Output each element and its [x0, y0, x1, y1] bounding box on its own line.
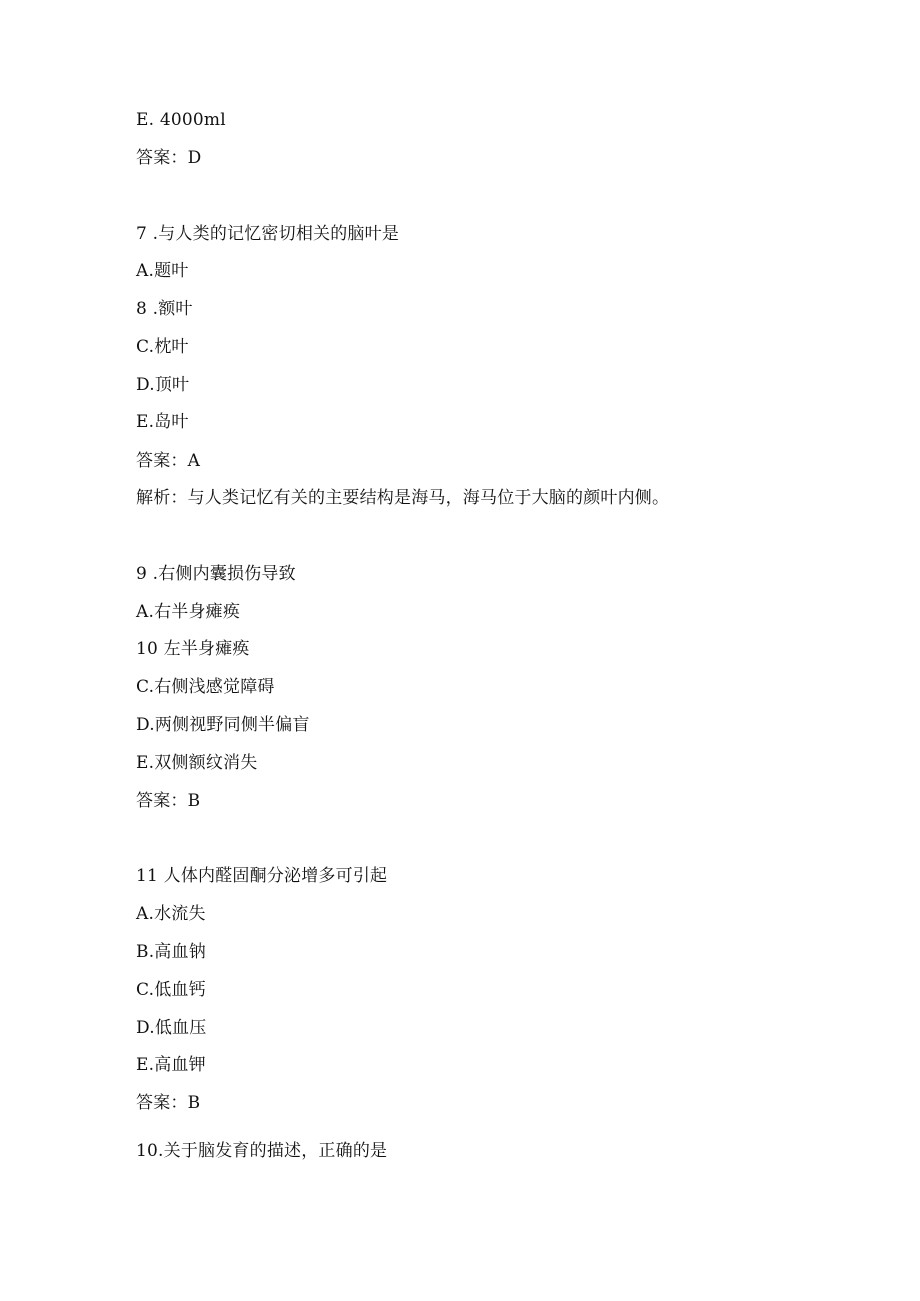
- question-7-option-e: E.岛叶: [136, 412, 189, 432]
- question-7-answer: 答案：A: [136, 451, 201, 471]
- question-7-option-c: C.枕叶: [136, 337, 189, 357]
- question-9-option-c: C.右侧浅感觉障碍: [136, 677, 275, 697]
- question-9-answer: 答案：B: [136, 791, 201, 811]
- question-10-stem: 10.关于脑发育的描述，正确的是: [136, 1141, 388, 1161]
- question-11-answer: 答案：B: [136, 1093, 201, 1113]
- question-9-option-b: 10 左半身瘫痪: [136, 639, 250, 659]
- question-9-stem: 9 .右侧内囊损伤导致: [136, 564, 296, 584]
- question-11-option-e: E.高血钾: [136, 1055, 206, 1075]
- question-9-option-d: D.两侧视野同侧半偏盲: [136, 715, 310, 735]
- question-11-stem: 11 人体内醛固酮分泌增多可引起: [136, 866, 388, 886]
- option-e-q6: E. 4000ml: [136, 110, 226, 130]
- question-9-option-e: E.双侧额纹消失: [136, 753, 258, 773]
- question-11-option-b: B.高血钠: [136, 942, 206, 962]
- question-7-option-d: D.顶叶: [136, 375, 190, 395]
- question-11-option-d: D.低血压: [136, 1018, 207, 1038]
- question-11-option-c: C.低血钙: [136, 980, 206, 1000]
- answer-q6: 答案：D: [136, 148, 202, 168]
- question-7-option-a: A.题叶: [136, 261, 189, 281]
- question-7-stem: 7 .与人类的记忆密切相关的脑叶是: [136, 224, 400, 244]
- question-9-option-a: A.右半身瘫痪: [136, 602, 241, 622]
- question-7-option-b: 8 .额叶: [136, 299, 193, 319]
- question-7-analysis: 解析：与人类记忆有关的主要结构是海马，海马位于大脑的颜叶内侧。: [136, 488, 670, 508]
- question-11-option-a: A.水流失: [136, 904, 206, 924]
